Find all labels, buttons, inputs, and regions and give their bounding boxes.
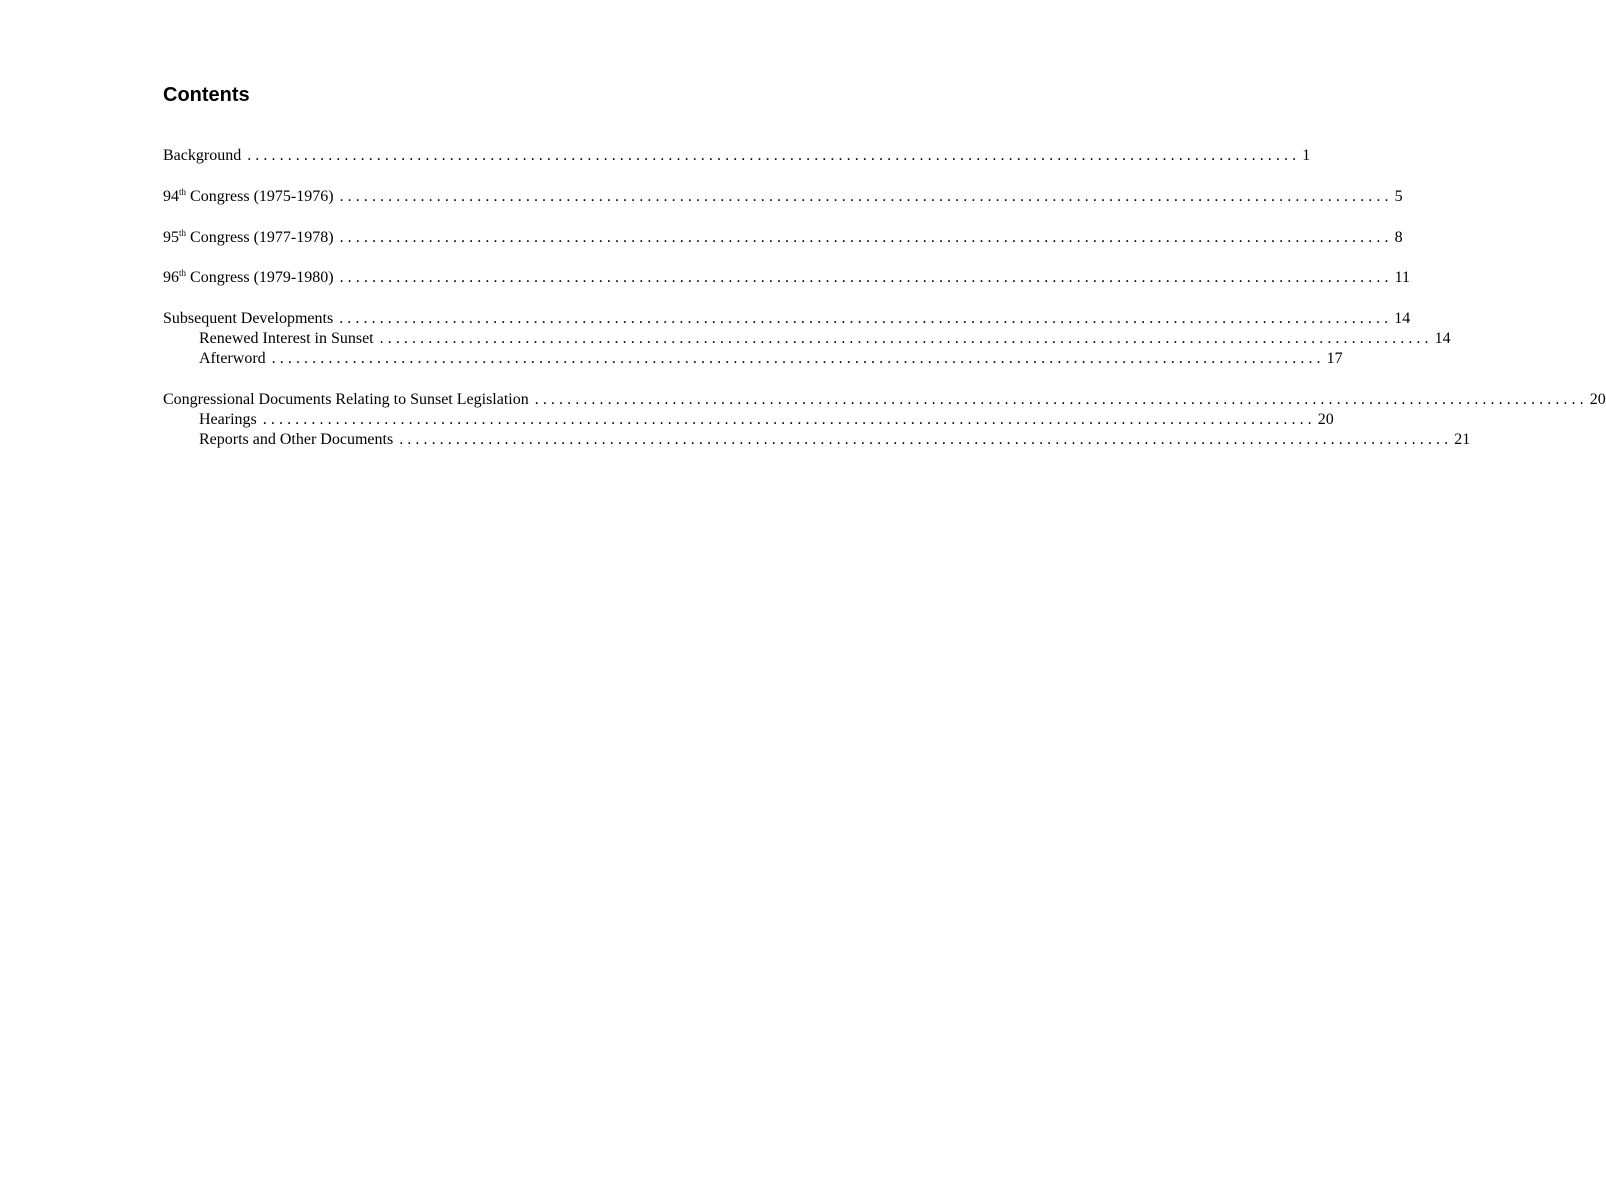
toc-entry-renewed-interest[interactable] [199,329,1451,349]
toc-entry-page: 8 [1394,229,1403,246]
toc-entry-title: Afterword [199,350,266,367]
toc-entry-title: 95th Congress (1977-1978) [163,228,334,246]
dot-leader: .................................................................................................................................. [339,229,1393,246]
dot-leader: .................................................................................................................................. [262,411,1316,428]
dot-leader: .................................................................................................................................. [339,269,1393,286]
toc-entry-hearings[interactable] [199,410,1334,430]
toc-entry-page: 14 [1394,310,1411,327]
toc-entry-title: 96th Congress (1979-1980) [163,268,334,286]
toc-entry-page: 17 [1326,350,1343,367]
toc-entry-reports-and-other-documents[interactable] [199,430,1471,450]
toc-entry-96th-congress[interactable] [163,268,1410,288]
toc-entry-page: 20 [1317,411,1334,428]
toc-entry-title: Congressional Documents Relating to Sunset Legislation [163,391,529,408]
dot-leader: .................................................................................................................................. [339,188,1393,205]
toc-entry-page: 20 [1589,391,1606,408]
toc-entry-congressional-documents[interactable] [163,390,1606,410]
toc-entry-subsequent-developments[interactable] [163,309,1411,329]
toc-entry-94th-congress[interactable] [163,187,1403,207]
dot-leader: .................................................................................................................................. [399,431,1453,448]
toc-entry-afterword[interactable] [199,349,1343,369]
dot-leader: .................................................................................................................................. [271,350,1325,367]
toc-entry-title: Renewed Interest in Sunset [199,330,374,347]
toc-entry-page: 1 [1302,147,1311,164]
toc-entry-title: 94th Congress (1975-1976) [163,187,334,205]
dot-leader: .................................................................................................................................. [339,310,1393,327]
dot-leader: .................................................................................................................................. [534,391,1588,408]
toc-entry-title: Hearings [199,411,257,428]
contents-heading: Contents [163,84,250,106]
toc-entry-page: 11 [1394,269,1410,286]
toc-entry-background[interactable] [163,146,1311,166]
toc-entry-title: Reports and Other Documents [199,431,394,448]
dot-leader: .................................................................................................................................. [247,147,1301,164]
toc-entry-page: 14 [1434,330,1451,347]
toc-entry-title: Background [163,147,242,164]
dot-leader: .................................................................................................................................. [379,330,1433,347]
toc-entry-95th-congress[interactable] [163,228,1403,248]
toc-entry-title: Subsequent Developments [163,310,334,327]
toc-entry-page: 5 [1394,188,1403,205]
toc-entry-page: 21 [1454,431,1471,448]
